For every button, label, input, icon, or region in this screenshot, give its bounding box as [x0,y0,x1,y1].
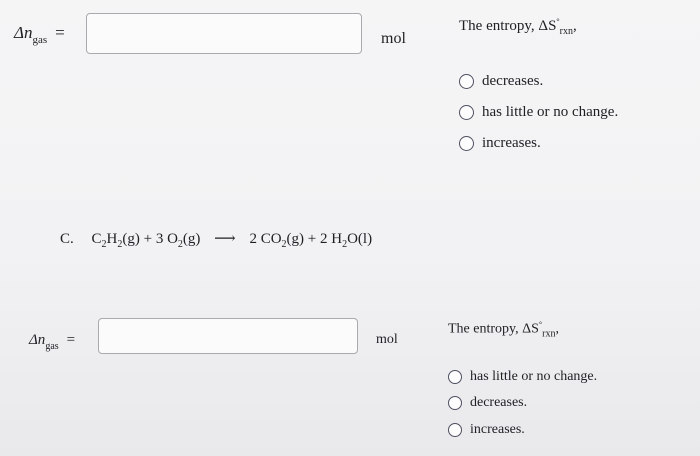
entropy-prompt-c: The entropy, $\Delta S^\circ_{rxn}$, [448,320,559,340]
radio-decreases-c[interactable] [448,396,462,410]
radio-little-change-b[interactable] [459,105,474,120]
reaction-arrow: ⟶ [214,231,236,247]
part-c-letter: C. [60,231,74,247]
option-little-change-c[interactable]: has little or no change. [448,369,597,385]
part-c-question [60,229,372,250]
option-decreases-c[interactable]: decreases. [448,395,527,411]
radio-little-change-c[interactable] [448,370,462,384]
option-decreases-b[interactable]: decreases. [459,73,543,90]
radio-increases-c[interactable] [448,423,462,437]
option-increases-c[interactable]: increases. [448,422,525,438]
radio-increases-b[interactable] [459,136,474,151]
delta-n-gas-label-c: $\Delta n_{gas}$ = [29,332,76,352]
entropy-prompt-b: The entropy, $\Delta S^\circ_{rxn}$, [459,17,577,37]
option-little-change-b[interactable]: has little or no change. [459,104,618,121]
radio-decreases-b[interactable] [459,74,474,89]
delta-n-gas-label-b: $\Delta n_{gas}$ = [14,23,65,46]
unit-label-c: mol [376,332,398,347]
chemical-equation: $C_2H_2(g) + 3$ $O_2(g)$ ⟶ 2 $CO_2(g) + 2$ $H_2O(l)$ [91,231,373,250]
unit-label-b: mol [381,30,406,47]
delta-n-gas-input-b[interactable] [86,13,362,54]
delta-n-gas-input-c[interactable] [98,318,358,354]
option-increases-b[interactable]: increases. [459,135,541,152]
